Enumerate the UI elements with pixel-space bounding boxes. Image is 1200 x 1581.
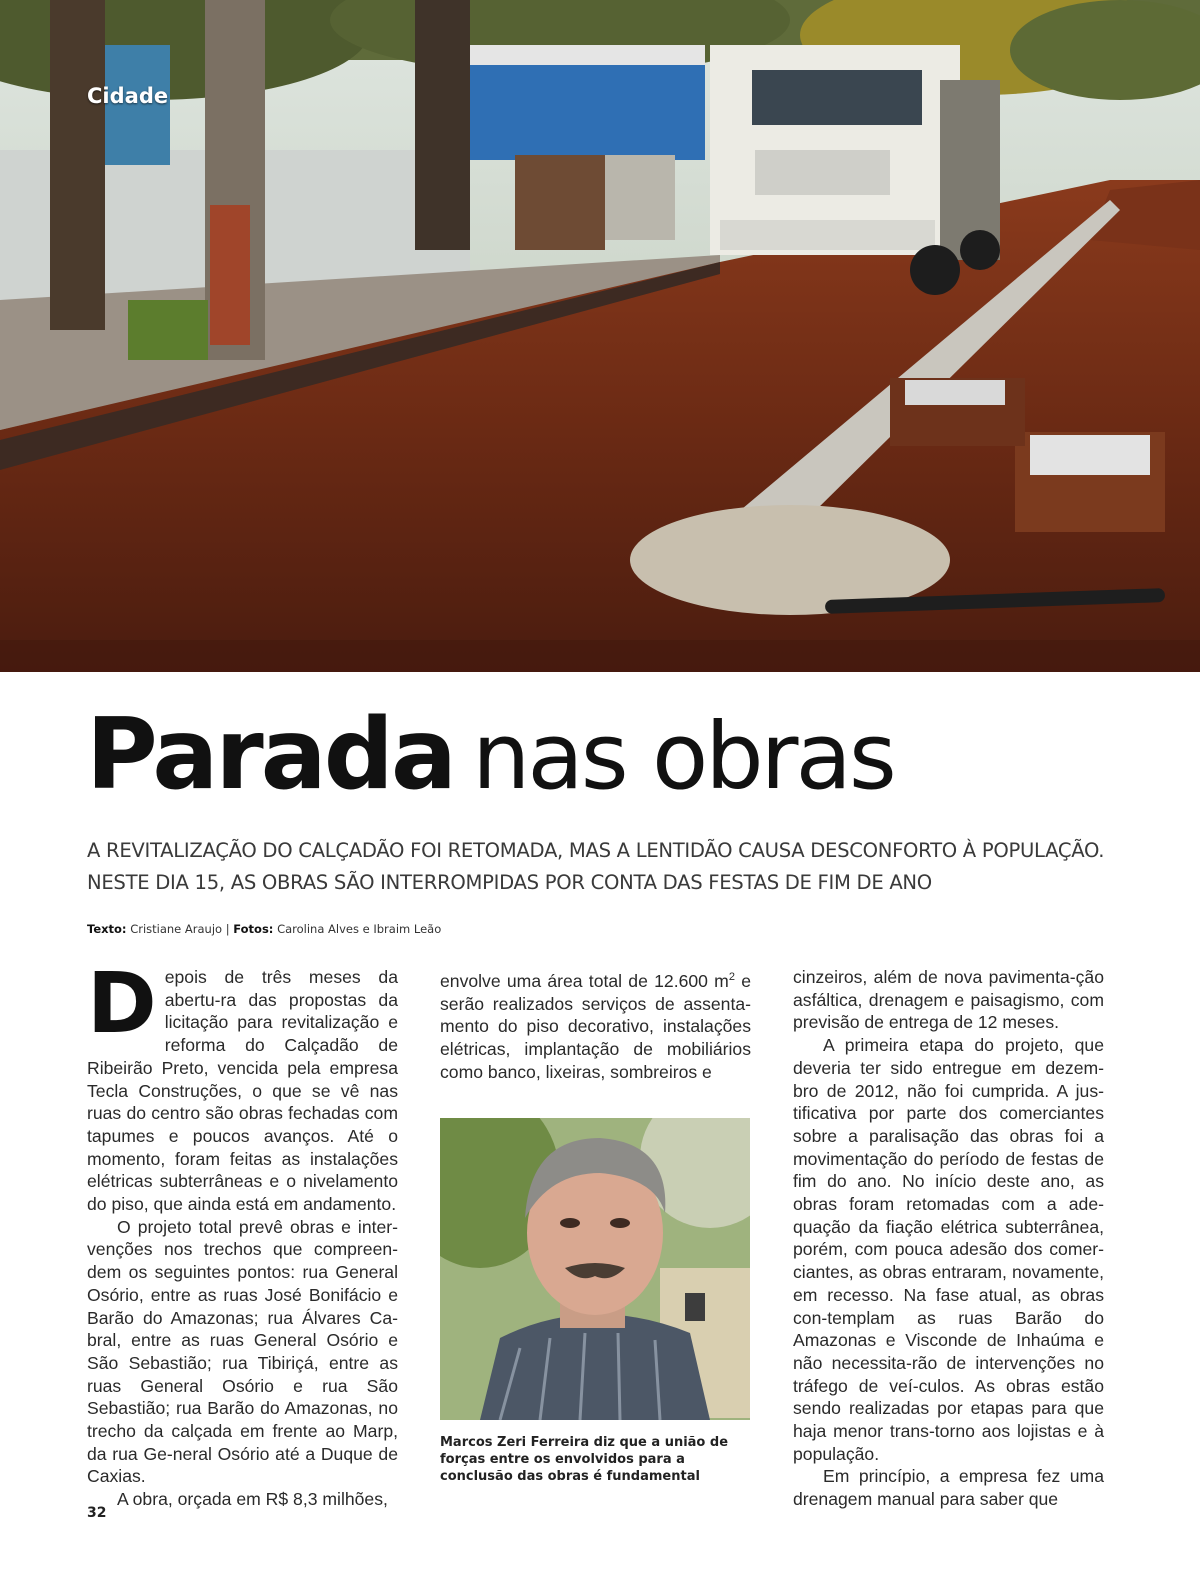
man-portrait-image (440, 1118, 750, 1420)
paragraph-text: epois de três meses da abertu-ra das propostas da licitação para revitalização e reforma do Calçadão de Ribeirão Preto, vencida pela empresa Tecla Construções, o que se vê nas ruas do centro são obras fechadas com tapumes e poucos avanços. Até o momento, foram feitas as instalações elétricas subterrâneas e o nivelamento do piso, que ainda está em andamento. (87, 967, 398, 1215)
body-paragraph: A obra, orçada em R$ 8,3 milhões, (117, 1489, 388, 1510)
credits (87, 922, 441, 936)
hero-photo (0, 0, 1200, 672)
deck (87, 835, 1117, 899)
headline-light: nas obras (472, 703, 894, 810)
body-paragraph: cinzeiros, além de nova pavimenta-ção asfáltica, drenagem e paisagismo, com previsão de entrega de 12 meses. (793, 967, 1104, 1033)
credits-photo-label: Fotos: (233, 922, 274, 936)
body-paragraph: O projeto total prevê obras e inter-venções nos trechos que compreen-dem os seguintes pontos: rua General Osório, entre as ruas José Bonifácio e Barão do Amazonas; rua Álvares Ca-bral, entre as ruas General Osório e São Sebastião; rua Tibiriçá, entre as ruas General Osório e rua São Sebastião; rua Barão do Amazonas, no trecho da calçada em frente ao Marp, da rua Ge-neral Osório até a Duque de Caxias. (87, 1216, 398, 1487)
body-paragraph (87, 954, 398, 1216)
body-column-2 (440, 966, 751, 1083)
portrait-photo (440, 1118, 750, 1420)
body-paragraph: Em princípio, a empresa fez uma drenagem manual para saber que (793, 1466, 1104, 1510)
paragraph-text: envolve uma área total de 12.600 m (440, 970, 729, 991)
body-paragraph (440, 966, 751, 1083)
deck-line-2: NESTE DIA 15, AS OBRAS SÃO INTERROMPIDAS POR CONTA DAS FESTAS DE FIM DE ANO (87, 871, 932, 894)
page-number: 32 (87, 1505, 107, 1521)
superscript: 2 (728, 971, 735, 983)
credits-text-author: Cristiane Araujo (130, 922, 223, 936)
credits-separator: | (225, 922, 230, 936)
body-column-3 (793, 966, 1104, 1511)
headline-bold: Parada (86, 698, 455, 812)
section-tag: Cidade (87, 84, 169, 108)
body-paragraph: A primeira etapa do projeto, que deveria ter sido entregue em dezem-bro de 2012, não foi cumprida. A jus-tificativa por parte dos comerciantes sobre a paralisação das obras foi a movimentação do período de festas de fim do ano. No início deste ano, as obras foram retomadas com a ade-quação da fiação elétrica subterrânea, porém, com pouca adesão dos comer-ciantes, as obras entraram, novamente, em recesso. Na fase atual, as obras con-templam as ruas Barão do Amazonas e Visconde de Inhaúma e não necessita-rão de intervenções no tráfego de veí-culos. As obras estão sendo realizadas por etapas para que haja menor trans-torno aos lojistas e à população. (793, 1035, 1104, 1464)
drop-cap: D (87, 954, 157, 1052)
headline (86, 698, 894, 812)
photo-caption: Marcos Zeri Ferreira diz que a união de forças entre os envolvidos para a conclusão das obras é fundamental (440, 1435, 729, 1484)
deck-line-1: A REVITALIZAÇÃO DO CALÇADÃO FOI RETOMADA, MAS A LENTIDÃO CAUSA DESCONFORTO À POPULAÇÃO. (87, 839, 1105, 862)
body-column-1 (87, 954, 398, 1511)
street-construction-photo (0, 0, 1200, 672)
credits-photo-authors: Carolina Alves e Ibraim Leão (277, 922, 442, 936)
paragraph-text: e serão realizados serviços de assenta-mento do piso decorativo, instalações elétricas, implantação de mobiliários como banco, lixeiras, sombreiros e (440, 970, 751, 1082)
credits-text-label: Texto: (87, 922, 127, 936)
